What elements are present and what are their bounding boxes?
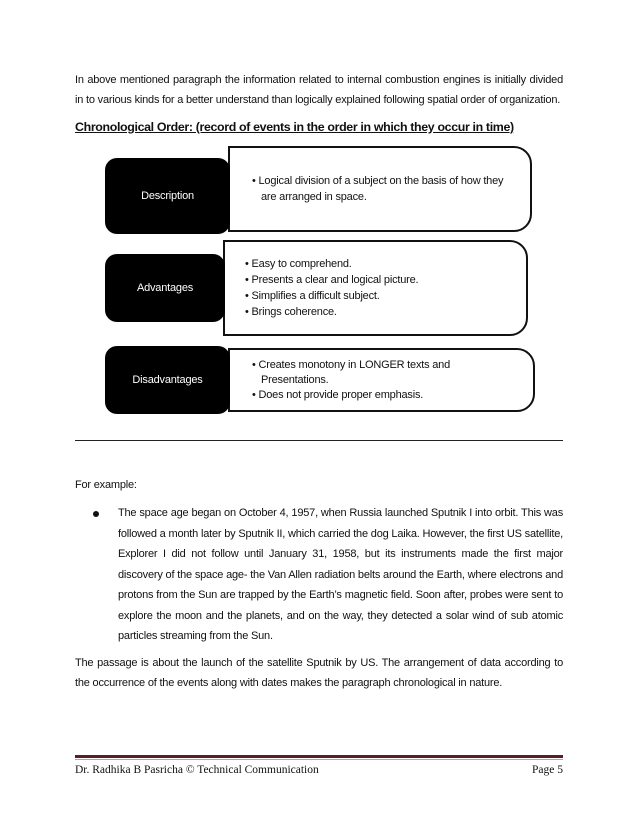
description-box xyxy=(228,146,532,232)
diagram-item: • Presents a clear and logical picture. xyxy=(245,272,418,288)
diagram-item: • Simplifies a difficult subject. xyxy=(245,288,418,304)
divider xyxy=(75,440,563,441)
diagram-item: • Brings coherence. xyxy=(245,304,418,320)
diagram-item: • Easy to comprehend. xyxy=(245,256,418,272)
advantages-box xyxy=(223,240,528,336)
example-bullet-text: The space age began on October 4, 1957, when Russia launched Sputnik I into orbit. This was followed a month later by Sputnik II, which carried the dog Laika. However, the first US satellite, Explorer I did not follow until January 31, 1958, but its instruments made the first major discovery of the space age- the Van Allen radiation belts around the Earth, where electrons and protons from the Sun are trapped by the Earth’s magnetic field. Soon after, probes were sent to explore the moon and the planets, and on the way, they detected a solar wind of sub atomic particles streaming from the Sun. xyxy=(118,507,563,642)
disadvantages-label: Disadvantages xyxy=(105,346,230,414)
diagram-item: • Creates monotony in LONGER texts and Presentations. xyxy=(252,358,493,388)
intro-paragraph: In above mentioned paragraph the information related to internal combustion engines is initially divided in to various kinds for a better understand than logically explained following spatial order of organization. xyxy=(75,74,563,106)
diagram-item: • Does not provide proper emphasis. xyxy=(252,388,493,403)
footer-rule xyxy=(75,755,563,758)
example-label: For example: xyxy=(75,479,137,491)
example-bullet xyxy=(75,503,563,647)
conclusion-paragraph: The passage is about the launch of the satellite Sputnik by US. The arrangement of data according to the occurrence of the events along with dates makes the paragraph chronological in nature. xyxy=(75,656,563,689)
footer-rule-thin xyxy=(75,759,563,760)
footer-author: Dr. Radhika B Pasricha © Technical Communication xyxy=(75,764,319,776)
diagram xyxy=(75,146,563,436)
diagram-item: • Logical division of a subject on the basis of how they are arranged in space. xyxy=(252,173,518,205)
advantages-label: Advantages xyxy=(105,254,225,322)
content xyxy=(75,70,563,693)
page-number: Page 5 xyxy=(532,764,563,776)
description-label: Description xyxy=(105,158,230,234)
section-heading: Chronological Order: (record of events in the order in which they occur in time) xyxy=(75,120,514,134)
bullet-icon xyxy=(93,511,99,517)
disadvantages-box xyxy=(228,348,535,412)
